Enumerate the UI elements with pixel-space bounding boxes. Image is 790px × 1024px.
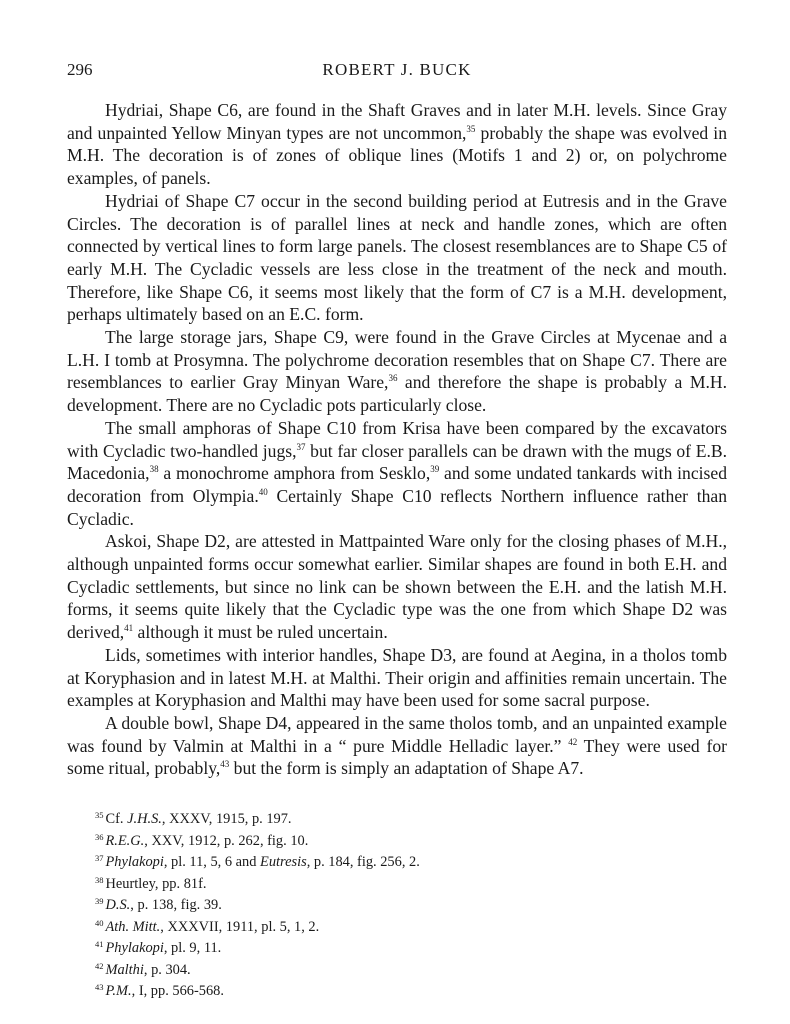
footnote-number: 43 xyxy=(95,982,104,993)
footnote-number: 39 xyxy=(95,896,104,907)
footnote-reference: 41 xyxy=(124,623,134,634)
paragraph-text: and some undated tankards with incised decoration from Olympia. xyxy=(67,463,727,506)
footnote-citation-title: Phylakopi xyxy=(105,854,164,871)
footnote-citation-title: Malthi xyxy=(105,961,144,978)
paragraph-text: Lids, sometimes with interior handles, Shape D3, are found at Aegina, in a tholos tomb at Koryphasion and in latest M.H. at Malthi. Their origin and affinities remain uncertain. The examples at Koryphasion and Malthi may have been used for some sacral purpose. xyxy=(67,644,727,711)
paragraph-text: Hydriai of Shape C7 occur in the second building period at Eutresis and in the Grave Circles. The decoration is of parallel lines at neck and handle zones, which are often connected by vertical lines to form large panels. The closest resemblances are to Shape C5 of early M.H. The Cycladic vessels are less close in the treatment of the neck and mouth. Therefore, like Shape C6, it seems most likely that the form of C7 is a M.H. development, perhaps ultimately based on an E.C. form. xyxy=(67,190,727,325)
footnote-citation-text: Cf. xyxy=(105,811,128,828)
footnote xyxy=(95,936,727,958)
paragraph-text: The large storage jars, Shape C9, were found in the Grave Circles at Mycenae and a L.H. I tomb at Prosymna. The polychrome decoration resembles that on Shape C7. There are resemblances to earlier Gray Minyan Ware, xyxy=(67,327,727,393)
paragraph-text: Askoi, Shape D2, are attested in Mattpainted Ware only for the closing phases of M.H., although unpainted forms occur somewhat earlier. Similar shapes are found in both E.H. and Cycladic settlements, but since no link can be shown between the E.H. and the latish M.H. forms, it seems quite likely that the Cycladic type was the one from which Shape D2 was derived, xyxy=(67,531,727,643)
body-paragraph xyxy=(67,712,727,780)
body-paragraph xyxy=(67,99,727,190)
footnote-text xyxy=(106,962,191,978)
footnote xyxy=(95,893,727,915)
footnote-reference: 36 xyxy=(388,373,398,384)
footnote-text xyxy=(106,983,224,999)
footnote-citation-title: R.E.G. xyxy=(105,832,145,849)
footnote-citation-text: , XXV, 1912, p. 262, fig. 10. xyxy=(144,832,309,849)
paragraph-text: Certainly Shape C10 reflects Northern influence rather than Cycladic. xyxy=(67,485,727,529)
footnotes xyxy=(67,807,727,1001)
footnote-number: 36 xyxy=(95,831,104,842)
paragraph-text: but far closer parallels can be drawn with the mugs of E.B. Macedonia, xyxy=(67,440,727,484)
footnote-citation-text: , pl. 11, 5, 6 and xyxy=(163,854,261,871)
body-text xyxy=(67,99,727,780)
footnote-reference: 35 xyxy=(466,123,476,134)
footnote xyxy=(95,872,727,894)
paragraph-text: They were used for some ritual, probably, xyxy=(67,735,727,779)
footnote-text xyxy=(106,854,420,870)
footnote-number: 42 xyxy=(95,960,104,971)
footnote-citation-title: Phylakopi xyxy=(105,940,164,957)
footnote-text xyxy=(106,919,320,935)
footnote-citation-text: , p. 184, fig. 256, 2. xyxy=(306,854,420,871)
footnote-citation-title: J.H.S. xyxy=(127,811,162,828)
footnote-citation-title: P.M. xyxy=(105,983,132,1000)
footnote-citation-title: D.S. xyxy=(105,897,131,914)
footnote-citation-text: , pl. 9, 11. xyxy=(163,940,222,957)
footnote-reference: 37 xyxy=(296,441,306,452)
paragraph-text: although it must be ruled uncertain. xyxy=(133,622,388,643)
body-paragraph xyxy=(67,326,727,417)
paragraph-text: The small amphoras of Shape C10 from Krisa have been compared by the excavators with Cycladic two-handled jugs, xyxy=(67,417,727,461)
footnote-reference: 42 xyxy=(568,736,578,747)
footnote-number: 40 xyxy=(95,917,104,928)
footnote-citation-text: , p. 304. xyxy=(143,961,191,978)
footnote-reference: 38 xyxy=(149,464,159,475)
footnote-reference: 40 xyxy=(258,486,268,497)
footnote xyxy=(95,807,727,829)
footnote xyxy=(95,829,727,851)
footnote xyxy=(95,850,727,872)
footnote-number: 35 xyxy=(95,810,104,821)
footnote-citation-title: Eutresis xyxy=(260,854,307,871)
paragraph-text: a monochrome amphora from Sesklo, xyxy=(158,463,431,484)
footnote-number: 38 xyxy=(95,874,104,885)
footnote-text xyxy=(106,811,292,827)
footnote xyxy=(95,979,727,1001)
body-paragraph xyxy=(67,644,727,712)
page xyxy=(67,58,727,1001)
footnote-number: 41 xyxy=(95,939,104,950)
body-paragraph xyxy=(67,417,727,531)
page-number: 296 xyxy=(67,60,93,79)
paragraph-text: Hydriai, Shape C6, are found in the Shaft Graves and in later M.H. levels. Since Gray and unpainted Yellow Minyan types are not uncommon, xyxy=(67,100,727,143)
footnote-citation-text: , p. 138, fig. 39. xyxy=(130,897,222,914)
body-paragraph xyxy=(67,530,727,644)
footnote-citation-text: , I, pp. 566-568. xyxy=(131,983,224,1000)
footnote-reference: 43 xyxy=(220,759,230,770)
footnote-citation-title: Ath. Mitt. xyxy=(105,918,161,935)
footnote-citation-text: Heurtley, pp. 81f. xyxy=(105,875,207,892)
paragraph-text: probably the shape was evolved in M.H. The decoration is of zones of oblique lines (Motifs 1 and 2) or, on polychrome examples, of panels. xyxy=(67,122,727,189)
footnote-number: 37 xyxy=(95,853,104,864)
footnote xyxy=(95,958,727,980)
paragraph-text: but the form is simply an adaptation of Shape A7. xyxy=(229,758,584,779)
footnote-text xyxy=(106,876,207,892)
footnote-citation-text: , XXXV, 1915, p. 197. xyxy=(161,811,292,828)
paragraph-text: and therefore the shape is probably a M.H. development. There are no Cycladic pots particularly close. xyxy=(67,372,727,416)
page-header xyxy=(67,58,727,82)
running-head: ROBERT J. BUCK xyxy=(322,60,472,79)
footnote-text xyxy=(106,897,222,913)
footnote-text xyxy=(106,833,309,849)
footnote-text xyxy=(106,940,222,956)
footnote xyxy=(95,915,727,937)
footnote-citation-text: , XXXVII, 1911, pl. 5, 1, 2. xyxy=(160,918,320,935)
body-paragraph xyxy=(67,190,727,326)
paragraph-text: A double bowl, Shape D4, appeared in the same tholos tomb, and an unpainted example was found by Valmin at Malthi in a “ pure Middle Helladic layer.” xyxy=(67,712,727,756)
footnote-reference: 39 xyxy=(430,464,440,475)
